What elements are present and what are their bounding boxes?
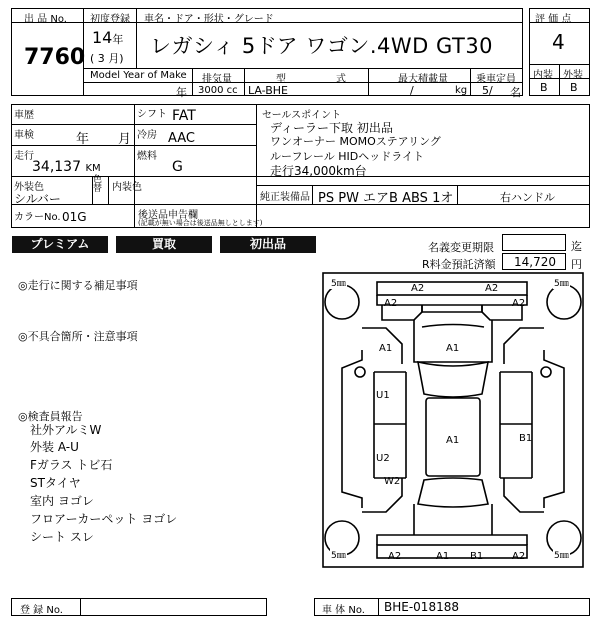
recycle-label: R料金預託済額 xyxy=(422,258,496,271)
spec-max-load-label: 最大積載量 xyxy=(398,74,448,85)
lot-number: 7760 xyxy=(24,45,86,70)
late-registration-label: 後送品申告欄 xyxy=(138,210,198,221)
left-side xyxy=(342,350,362,508)
spec-capacity-value: 5/ xyxy=(482,84,493,97)
wheel-fr-size: 5㎜ xyxy=(553,276,570,289)
inspection-label: 車検 xyxy=(14,130,34,141)
wheel-front-right xyxy=(547,285,581,319)
name-change-box xyxy=(502,234,566,251)
spec-load-unit: kg xyxy=(455,85,468,96)
mark-front-mid-right: A2 xyxy=(512,298,526,309)
right-quarter xyxy=(504,478,544,512)
windshield xyxy=(418,362,488,397)
car-damage-diagram xyxy=(322,272,584,568)
year-unit: 年 xyxy=(112,33,124,46)
lot-no-label: 出 品 No. xyxy=(24,14,67,25)
grille xyxy=(422,305,482,312)
mark-front-top-left: A2 xyxy=(411,283,425,294)
equipment-value: PS PW エアB ABS 1オ xyxy=(318,191,454,206)
mark-front-left-fender: A1 xyxy=(379,343,393,354)
exterior-grade-label: 外装 xyxy=(563,70,583,81)
name-change-label: 名義変更期限 xyxy=(428,241,494,254)
fuel-value: G xyxy=(172,159,183,175)
spec-capacity-unit: 名 xyxy=(510,86,521,99)
wheel-rr-size: 5㎜ xyxy=(553,548,570,561)
int-color-label: 内装色 xyxy=(112,182,142,193)
diagram-frame xyxy=(323,273,583,567)
wheel-fl-size: 5㎜ xyxy=(330,276,347,289)
tag-buyout: 買取 xyxy=(116,236,212,253)
spec-capacity-label: 乗車定員 xyxy=(476,74,516,85)
first-reg-month: ( 3 月) xyxy=(90,52,124,65)
spec-load-slash: / xyxy=(410,84,414,97)
front-bumper xyxy=(377,295,527,305)
spec-model-code: LA-BHE xyxy=(248,84,289,97)
mirror-left xyxy=(355,367,365,377)
spec-model-label: 型 xyxy=(276,74,286,85)
rear-window xyxy=(418,478,488,507)
sales-point-3: ルーフレール HIDヘッドライト xyxy=(270,150,424,163)
sales-points-label: セールスポイント xyxy=(262,110,342,121)
mark-front-mid-left: A2 xyxy=(384,298,398,309)
registration-label: 登 録 No. xyxy=(20,605,63,616)
spec-model-label-2: 式 xyxy=(336,74,346,85)
mark-rear-a1: A1 xyxy=(436,551,450,562)
mark-front-top-right: A2 xyxy=(485,283,499,294)
mark-left-front-door: U1 xyxy=(376,390,390,401)
mark-rear-b1: B1 xyxy=(470,551,484,562)
interior-grade-label: 内装 xyxy=(533,70,553,81)
car-name-label: 車名・ドア・形状・グレード xyxy=(144,14,274,25)
wheel-rl-size: 5㎜ xyxy=(330,548,347,561)
inspector-report-label: ◎検査員報告 xyxy=(18,410,83,423)
mark-left-rear-door: U2 xyxy=(376,453,390,464)
score-value: 4 xyxy=(552,30,565,54)
front-bumper-strip xyxy=(377,282,527,295)
mileage-label: 走行 xyxy=(14,151,34,162)
sales-point-1: ディーラー下取 初出品 xyxy=(270,121,393,135)
inspector-item-1: 社外アルミW xyxy=(30,423,102,437)
equipment-label: 純正装備品 xyxy=(260,192,310,203)
sales-point-4: 走行34,000km台 xyxy=(270,164,367,178)
exterior-grade: B xyxy=(570,81,578,94)
mark-roof: A1 xyxy=(446,435,460,446)
spec-year-unit: 年 xyxy=(176,86,187,99)
mileage-value xyxy=(32,159,101,175)
color-change-label: 色替 xyxy=(93,175,103,194)
inspector-item-4: STタイヤ xyxy=(30,476,81,490)
first-reg-label: 初度登録 xyxy=(90,14,130,25)
right-door-line xyxy=(500,372,532,478)
recycle-value: 14,720 xyxy=(514,255,556,269)
driving-notes-label: ◎走行に関する補足事項 xyxy=(18,279,138,292)
spec-displacement-value: 3000 cc xyxy=(198,85,238,96)
history-label: 車歴 xyxy=(14,110,34,121)
year-number: 14 xyxy=(92,28,113,47)
shift-label: シフト xyxy=(137,109,167,120)
chassis-label: 車 体 No. xyxy=(322,605,365,616)
recycle-unit: 円 xyxy=(571,258,582,271)
mark-rear-a2-2: A2 xyxy=(512,551,526,562)
inspector-item-7: シート スレ xyxy=(30,530,94,544)
defects-label: ◎不具合箇所・注意事項 xyxy=(18,330,138,343)
score-label: 評 価 点 xyxy=(535,14,572,25)
tag-premium: プレミアム xyxy=(12,236,108,253)
mark-hood: A1 xyxy=(446,343,460,354)
right-fender xyxy=(504,328,544,364)
wheel-front-left xyxy=(325,285,359,319)
steering-value: 右ハンドル xyxy=(500,191,555,204)
ac-value: AAC xyxy=(168,131,195,146)
mark-left-quarter: W2 xyxy=(384,476,401,487)
ext-color-label: 外装色 xyxy=(14,182,44,193)
rear-bumper xyxy=(377,535,527,545)
chassis-value: BHE-018188 xyxy=(384,600,459,614)
inspector-item-3: Fガラス トビ石 xyxy=(30,458,113,472)
ext-color-value: シルバー xyxy=(14,192,61,206)
late-registration-note: (記載が無い場合は後送品無しとします) xyxy=(138,219,263,227)
name-change-unit: 迄 xyxy=(571,240,582,253)
sales-point-2: ワンオーナー MOMOステアリング xyxy=(270,135,441,148)
mirror-right xyxy=(541,367,551,377)
mark-right-door: B1 xyxy=(519,433,533,444)
car-name: レガシィ 5ドア ワゴン.4WD GT30 xyxy=(150,34,494,58)
inspector-item-5: 室内 ヨゴレ xyxy=(30,494,94,508)
first-reg-year xyxy=(92,28,123,47)
tailgate xyxy=(414,504,492,535)
inspection-month: 月 xyxy=(118,132,132,147)
mileage-unit: KM xyxy=(85,163,101,174)
color-no-label: カラーNo. xyxy=(14,212,61,223)
spec-displacement-label: 排気量 xyxy=(202,74,232,85)
mark-rear-a2-1: A2 xyxy=(388,551,402,562)
ac-label: 冷房 xyxy=(137,130,157,141)
mileage-number: 34,137 xyxy=(32,159,81,175)
spec-model-year-label: Model Year of Make xyxy=(90,70,187,81)
right-side xyxy=(544,350,564,508)
interior-grade: B xyxy=(540,81,548,94)
inspection-year: 年 xyxy=(76,132,90,147)
inspector-item-2: 外装 A-U xyxy=(30,440,79,454)
color-no-value: 01G xyxy=(62,210,87,224)
fuel-label: 燃料 xyxy=(137,151,157,162)
inspector-item-6: フロアーカーペット ヨゴレ xyxy=(30,512,178,526)
tag-first-listing: 初出品 xyxy=(220,236,316,253)
hood-inner xyxy=(422,325,484,328)
shift-value: FAT xyxy=(172,108,196,124)
